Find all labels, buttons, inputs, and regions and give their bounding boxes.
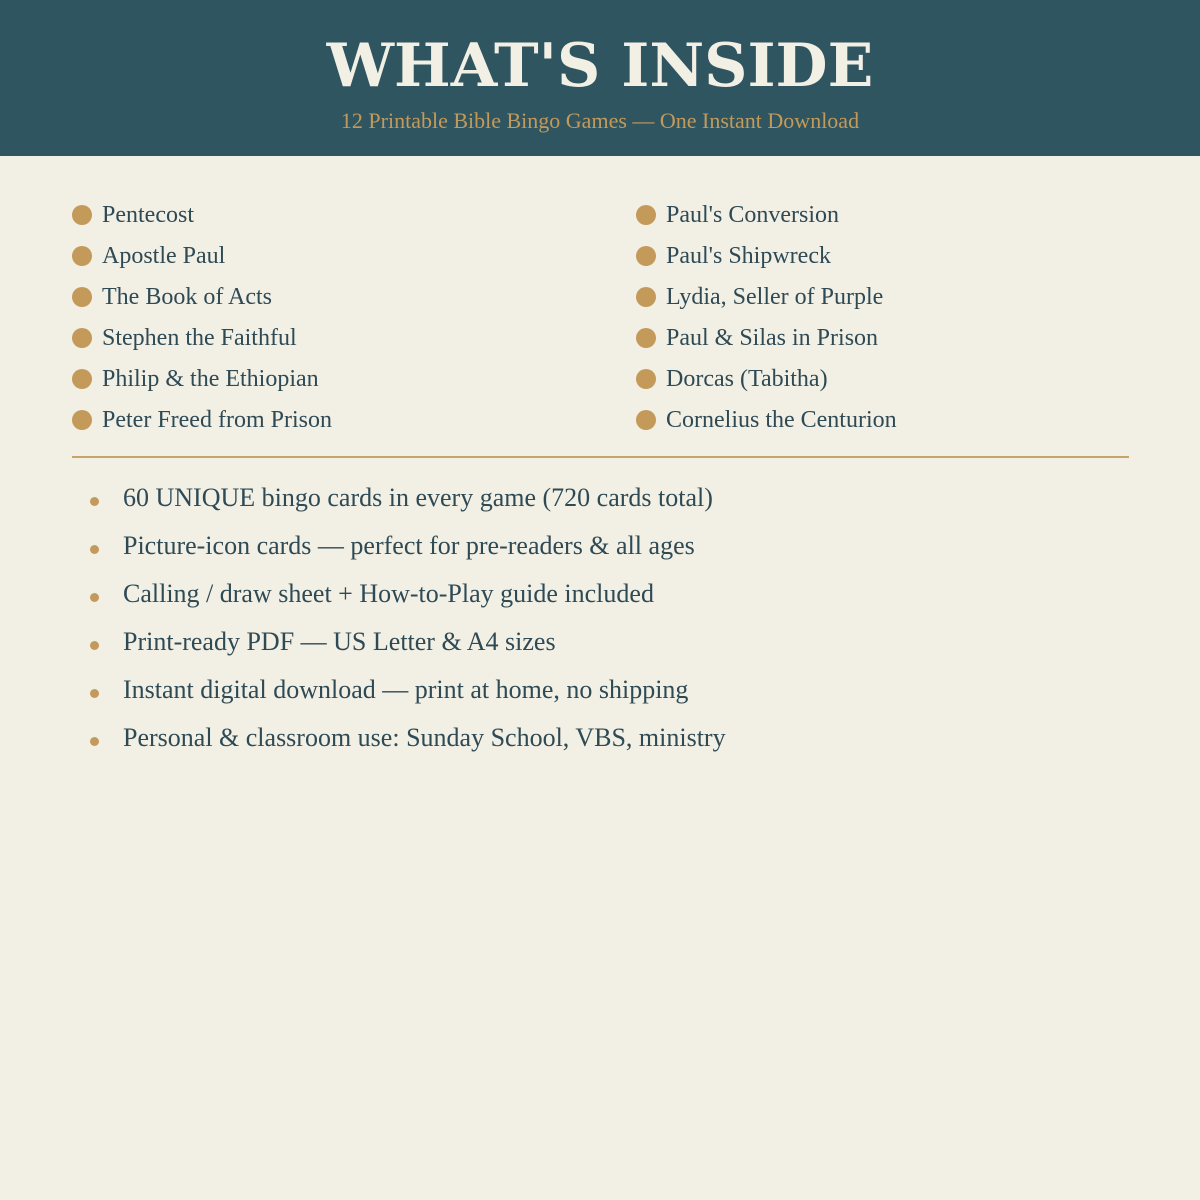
list-item — [90, 666, 1130, 714]
page-subtitle: 12 Printable Bible Bingo Games — One Instant Download — [340, 108, 860, 133]
bullet-dot-icon — [636, 410, 656, 430]
bullet-dot-icon — [90, 497, 99, 506]
games-column-right — [636, 194, 897, 440]
list-item — [72, 358, 332, 399]
list-item — [636, 317, 897, 358]
bullet-dot-icon — [72, 205, 92, 225]
feature-text: Calling / draw sheet + How-to-Play guide included — [123, 579, 654, 608]
list-item — [636, 235, 897, 276]
list-item — [90, 522, 1130, 570]
list-item — [90, 618, 1130, 666]
feature-text: Print-ready PDF — US Letter & A4 sizes — [123, 627, 556, 656]
bullet-dot-icon — [72, 287, 92, 307]
list-item — [90, 714, 1130, 762]
bullet-dot-icon — [90, 737, 99, 746]
page-title: WHAT'S INSIDE — [326, 31, 874, 101]
section-divider — [72, 456, 1129, 458]
list-item — [90, 474, 1130, 522]
bullet-dot-icon — [72, 369, 92, 389]
list-item — [636, 399, 897, 440]
game-title: Peter Freed from Prison — [102, 406, 332, 433]
game-title: The Book of Acts — [102, 283, 272, 310]
feature-text: Picture-icon cards — perfect for pre-readers & all ages — [123, 531, 695, 560]
list-item — [72, 317, 332, 358]
game-title: Paul's Conversion — [666, 201, 839, 228]
game-title: Paul & Silas in Prison — [666, 324, 879, 351]
games-column-left — [72, 194, 332, 440]
bullet-dot-icon — [636, 287, 656, 307]
list-item — [72, 276, 332, 317]
list-item — [72, 399, 332, 440]
bullet-dot-icon — [636, 369, 656, 389]
game-title: Cornelius the Centurion — [666, 406, 897, 433]
feature-text: Personal & classroom use: Sunday School, VBS, ministry — [123, 723, 726, 752]
game-title: Lydia, Seller of Purple — [666, 283, 884, 310]
bullet-dot-icon — [72, 328, 92, 348]
bullet-dot-icon — [636, 246, 656, 266]
header-banner — [0, 0, 1200, 156]
bullet-dot-icon — [636, 205, 656, 225]
game-title: Apostle Paul — [102, 242, 226, 269]
list-item — [72, 235, 332, 276]
bullet-dot-icon — [72, 246, 92, 266]
game-title: Paul's Shipwreck — [666, 242, 831, 269]
bullet-dot-icon — [90, 689, 99, 698]
list-item — [72, 194, 332, 235]
list-item — [636, 358, 897, 399]
feature-text: 60 UNIQUE bingo cards in every game (720 cards total) — [123, 483, 713, 512]
bullet-dot-icon — [90, 545, 99, 554]
bullet-dot-icon — [90, 593, 99, 602]
feature-text: Instant digital download — print at home, no shipping — [123, 675, 689, 704]
features-list — [90, 474, 1130, 762]
list-item — [636, 194, 897, 235]
list-item — [90, 570, 1130, 618]
bullet-dot-icon — [72, 410, 92, 430]
list-item — [636, 276, 897, 317]
bullet-dot-icon — [636, 328, 656, 348]
game-title: Stephen the Faithful — [102, 324, 297, 351]
bullet-dot-icon — [90, 641, 99, 650]
game-title: Pentecost — [102, 201, 194, 228]
game-title: Dorcas (Tabitha) — [666, 365, 828, 392]
game-title: Philip & the Ethiopian — [102, 365, 319, 392]
